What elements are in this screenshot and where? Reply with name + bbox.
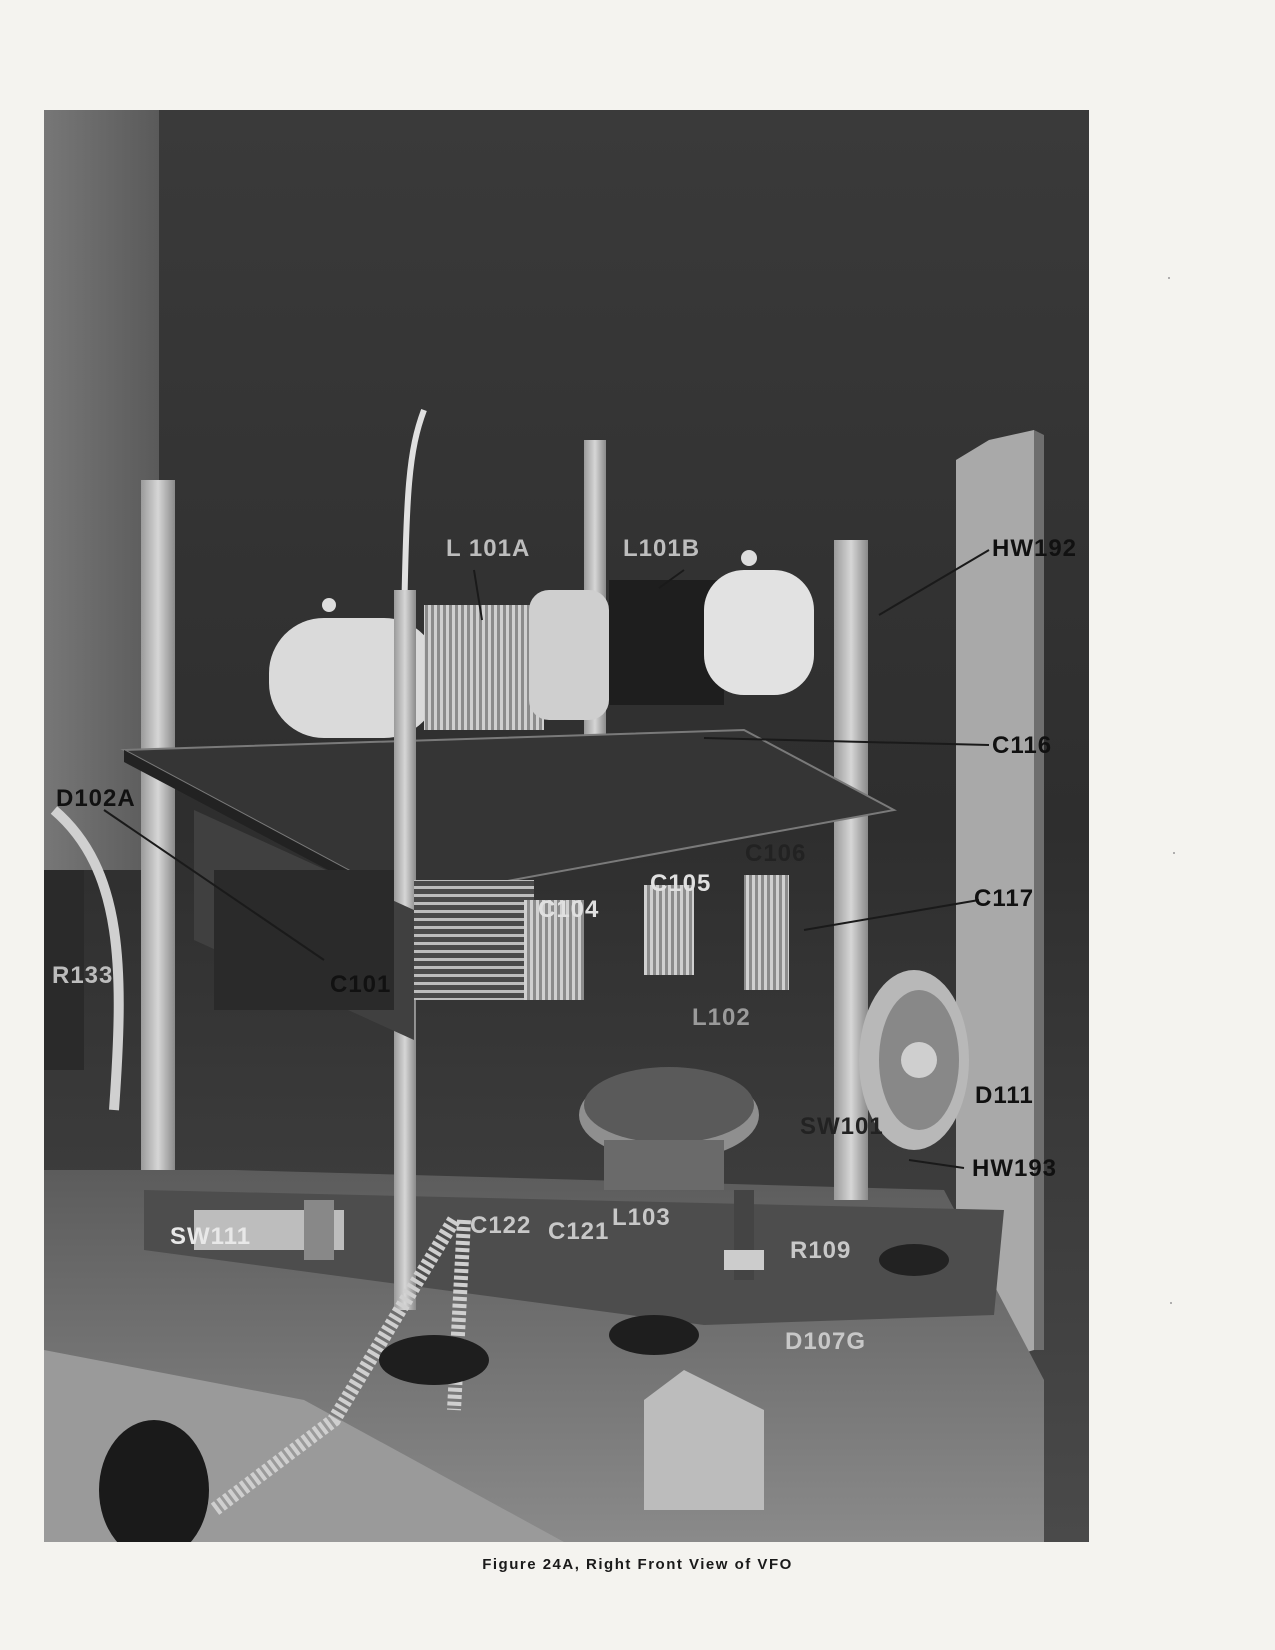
label-c116: C116 (992, 732, 1053, 759)
label-c105: C105 (650, 870, 712, 897)
label-r109: R109 (790, 1237, 852, 1264)
label-d111: D111 (975, 1082, 1034, 1109)
label-l101a: L 101A (446, 535, 531, 562)
label-l102: L102 (692, 1004, 751, 1031)
label-hw192: HW192 (992, 535, 1078, 562)
label-d107g: D107G (785, 1328, 867, 1355)
figure-caption: Figure 24A, Right Front View of VFO (482, 1556, 793, 1573)
label-c121: C121 (548, 1218, 610, 1245)
scan-speck (1168, 277, 1170, 279)
label-l103: L103 (612, 1204, 671, 1231)
label-d102a: D102A (56, 785, 136, 812)
label-c117: C117 (974, 885, 1035, 912)
label-l101b: L101B (623, 535, 701, 562)
label-sw101: SW101 (800, 1113, 884, 1140)
label-c104: C104 (538, 896, 600, 923)
label-sw111: SW111 (170, 1223, 252, 1250)
label-c101: C101 (330, 971, 392, 998)
scan-speck (1170, 1302, 1172, 1304)
label-c122: C122 (470, 1212, 532, 1239)
label-r133: R133 (52, 962, 114, 989)
label-c106: C106 (745, 840, 807, 867)
label-hw193: HW193 (972, 1155, 1058, 1182)
vfo-photograph (44, 110, 1089, 1542)
scan-speck (1173, 852, 1175, 854)
